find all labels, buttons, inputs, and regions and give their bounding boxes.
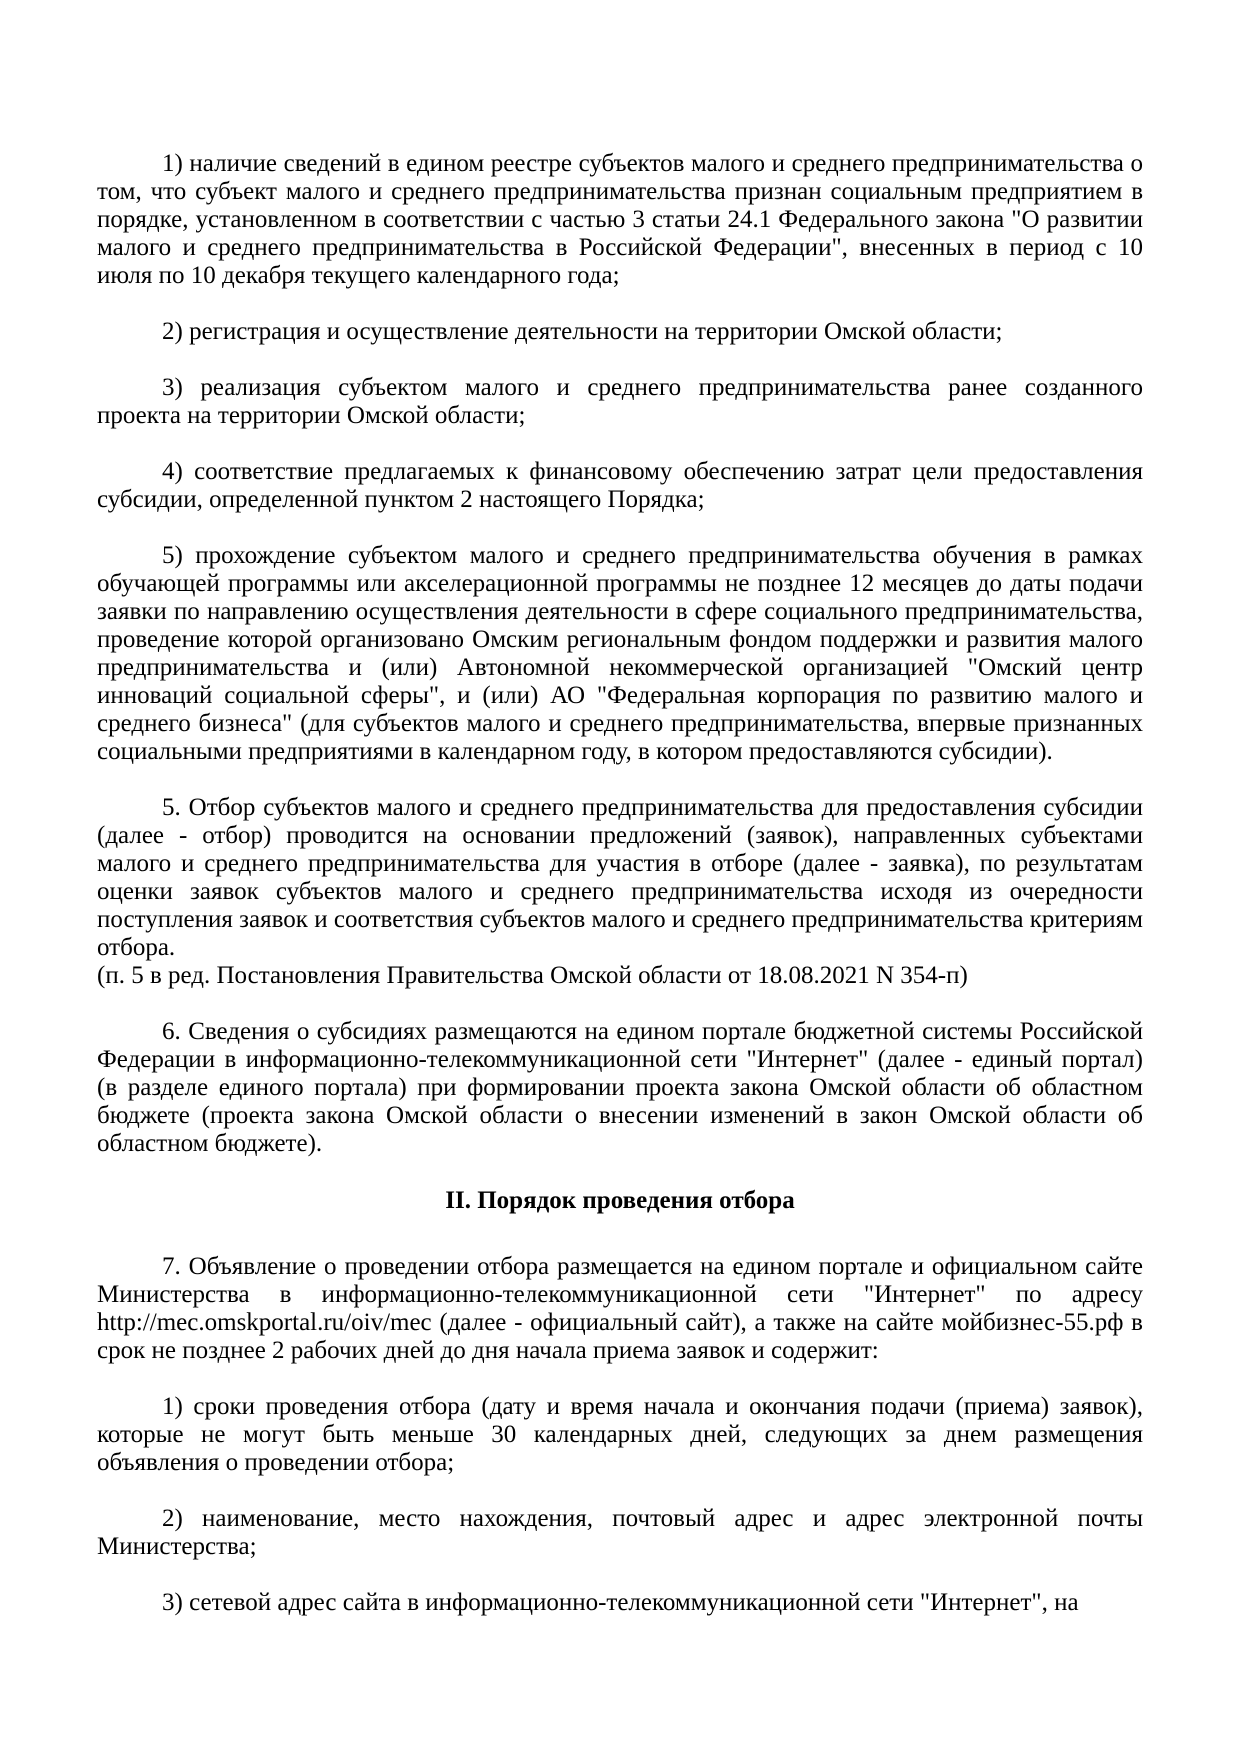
paragraph-criterion-5: 5) прохождение субъектом малого и среднего предпринимательства обучения в рамках обучающей программы или акселерационной программы не позднее 12 месяцев до даты подачи заявки по направлению осуществления деятельности в сфере социального предпринимательства, проведение которой организовано Омским региональным фондом поддержки и развития малого предпринимательства и (или) Автономной некоммерческой организацией "Омский центр инноваций социальной сферы", и (или) АО "Федеральная корпорация по развитию малого и среднего бизнеса" (для субъектов малого и среднего предпринимательства, впервые признанных социальными предприятиями в календарном году, в котором предоставляются субсидии). [97,542,1143,765]
amendment-note: (п. 5 в ред. Постановления Правительства Омской области от 18.08.2021 N 354-п) [97,962,968,989]
paragraph-criterion-2: 2) регистрация и осуществление деятельности на территории Омской области; [162,318,1003,345]
paragraph-clause-6: 6. Сведения о субсидиях размещаются на едином портале бюджетной системы Российской Федерации в информационно-телекоммуникационной сети "Интернет" (далее - единый портал) (в разделе единого портала) при формировании проекта закона Омской области об областном бюджете (проекта закона Омской области о внесении изменений в закон Омской области об областном бюджете). [97,1018,1143,1157]
paragraph-announcement-item-1: 1) сроки проведения отбора (дату и время начала и окончания подачи (приема) заявок), которые не могут быть меньше 30 календарных дней, следующих за днем размещения объявления о проведении отбора; [97,1393,1143,1476]
paragraph-criterion-3: 3) реализация субъектом малого и среднего предпринимательства ранее созданного проекта на территории Омской области; [97,374,1143,429]
paragraph-announcement-item-3: 3) сетевой адрес сайта в информационно-телекоммуникационной сети "Интернет", на [162,1589,1079,1616]
paragraph-criterion-1: 1) наличие сведений в едином реестре субъектов малого и среднего предпринимательства о том, что субъект малого и среднего предпринимательства признан социальным предприятием в порядке, установленном в соответствии с частью 3 статьи 24.1 Федерального закона "О развитии малого и среднего предпринимательства в Российской Федерации", внесенных в период с 10 июля по 10 декабря текущего календарного года; [97,150,1143,289]
paragraph-criterion-4: 4) соответствие предлагаемых к финансовому обеспечению затрат цели предоставления субсидии, определенной пунктом 2 настоящего Порядка; [97,458,1143,513]
section-heading: II. Порядок проведения отбора [445,1187,795,1214]
paragraph-clause-5: 5. Отбор субъектов малого и среднего предпринимательства для предоставления субсидии (далее - отбор) проводится на основании предложений (заявок), направленных субъектами малого и среднего предпринимательства для участия в отборе (далее - заявка), по результатам оценки заявок субъектов малого и среднего предпринимательства исходя из очередности поступления заявок и соответствия субъектов малого и среднего предпринимательства критериям отбора. [97,794,1143,961]
paragraph-clause-7: 7. Объявление о проведении отбора размещается на едином портале и официальном сайте Министерства в информационно-телекоммуникационной сети "Интернет" по адресу http://mec.omskportal.ru/oiv/mec (далее - официальный сайт), а также на сайте мойбизнес-55.рф в срок не позднее 2 рабочих дней до дня начала приема заявок и содержит: [97,1253,1143,1364]
paragraph-announcement-item-2: 2) наименование, место нахождения, почтовый адрес и адрес электронной почты Министерства; [97,1505,1143,1560]
